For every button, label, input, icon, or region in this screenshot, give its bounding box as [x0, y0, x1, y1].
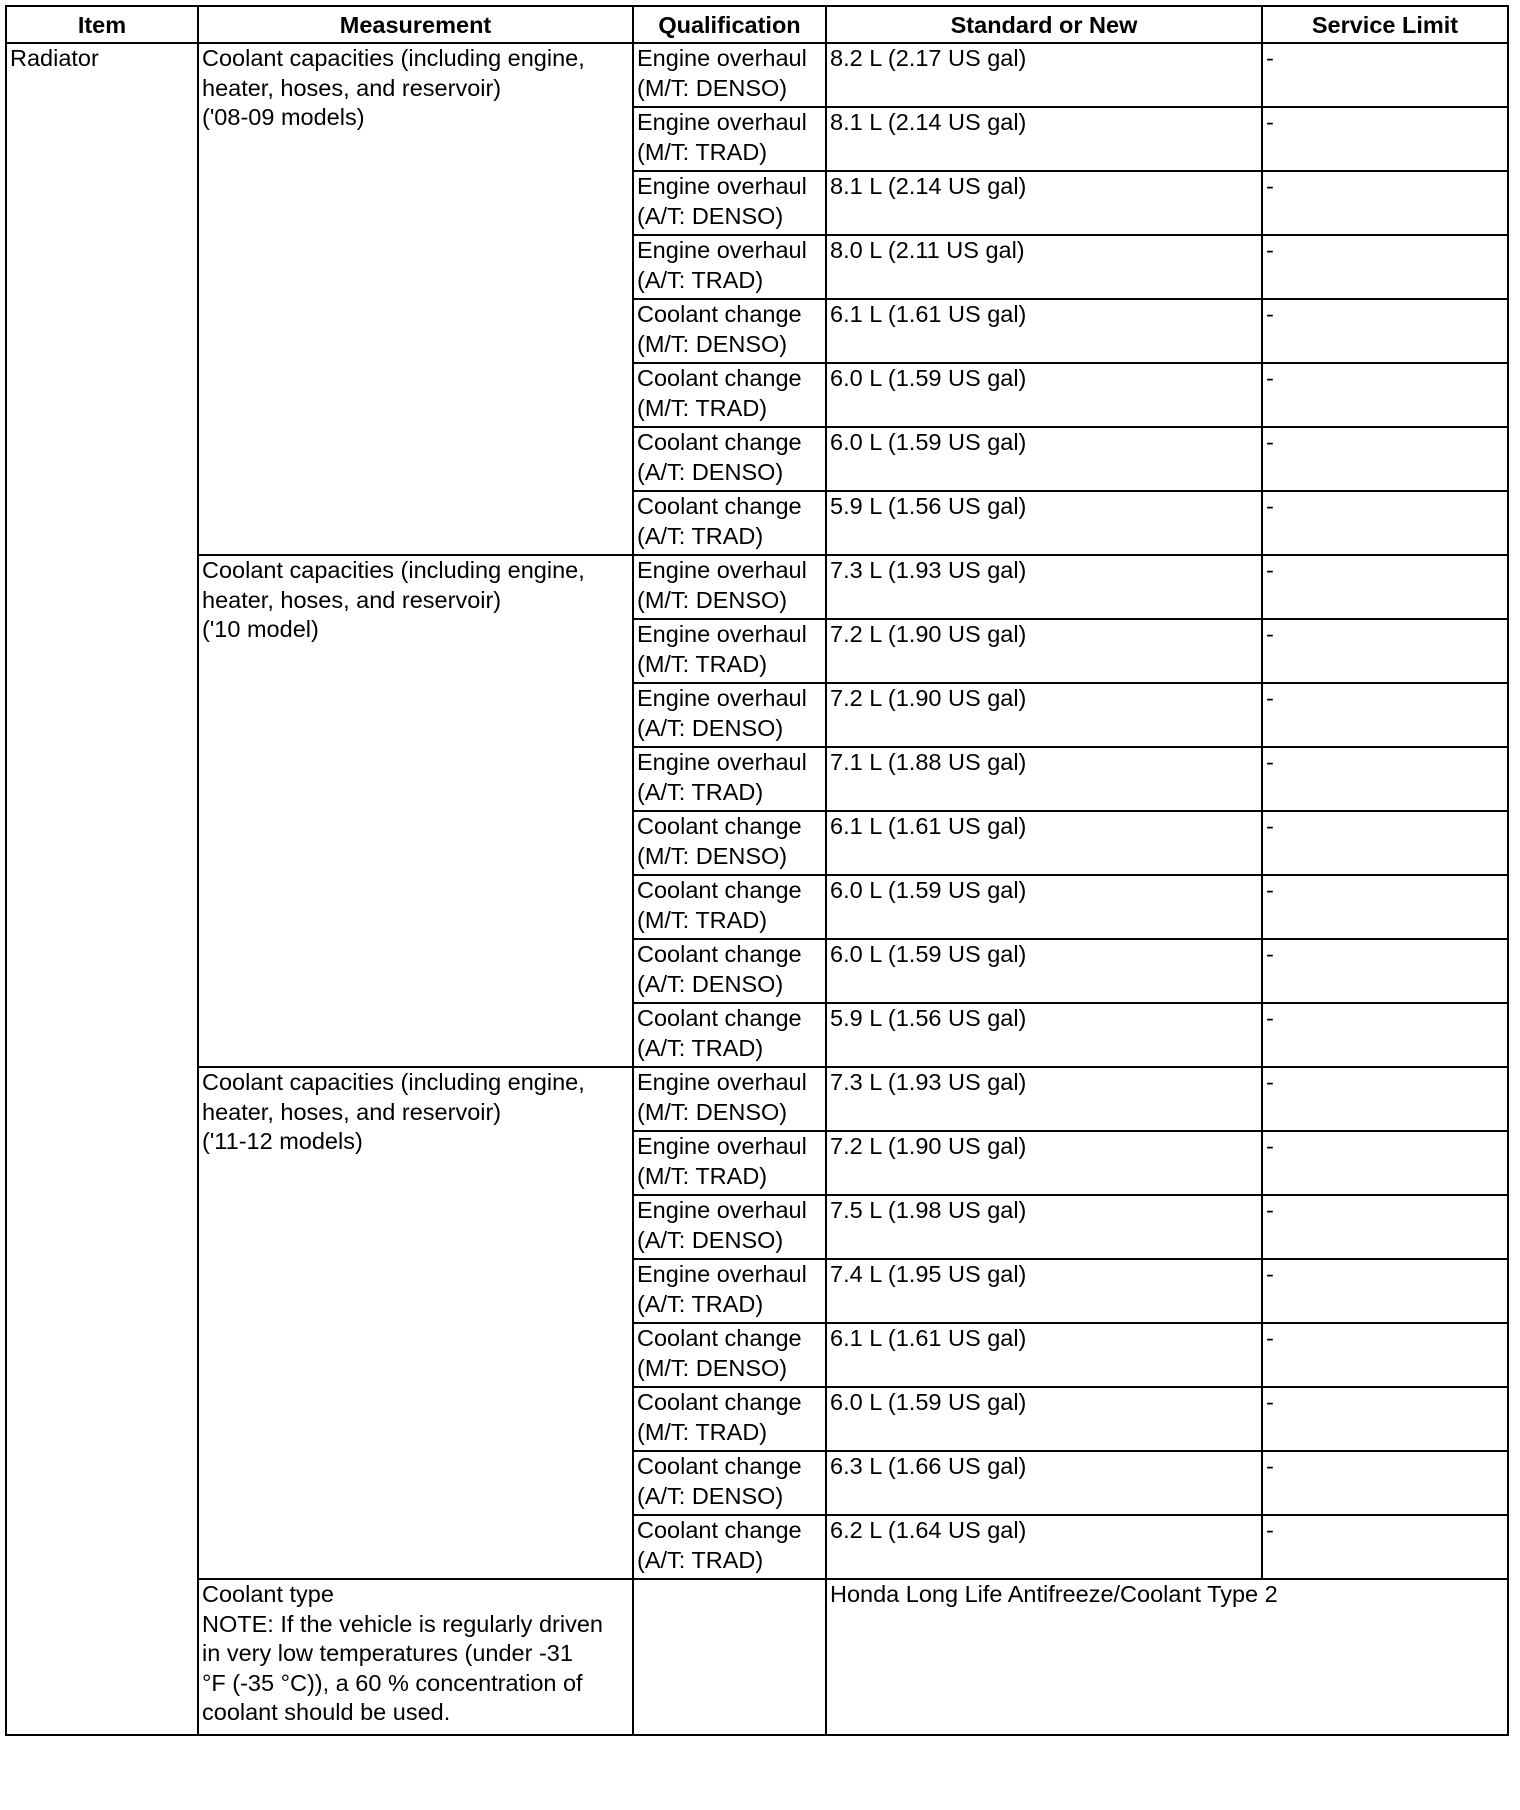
qualification-variant: (M/T: DENSO) — [637, 1098, 788, 1125]
service-limit-cell: - — [1262, 427, 1508, 491]
qualification-type: Coolant change — [637, 877, 802, 903]
service-limit-cell: - — [1262, 1323, 1508, 1387]
qualification-variant: (A/T: TRAD) — [637, 1290, 764, 1317]
qualification-cell — [633, 491, 826, 555]
qualification-cell — [633, 427, 826, 491]
spec-table-body — [6, 43, 1508, 1735]
standard-cell: 8.1 L (2.14 US gal) — [826, 107, 1262, 171]
service-limit-cell: - — [1262, 235, 1508, 299]
qualification-type: Coolant change — [637, 1453, 802, 1479]
service-limit-cell: - — [1262, 875, 1508, 939]
coolant-type-measurement: Coolant type NOTE: If the vehicle is regularly driven in very low temperatures (under -31 °F (-35 °C)), a 60 % concentration of coolant should be used. — [198, 1579, 633, 1735]
standard-cell: 6.0 L (1.59 US gal) — [826, 1387, 1262, 1451]
qualification-variant: (M/T: DENSO) — [637, 1354, 788, 1381]
qualification-variant: (A/T: TRAD) — [637, 778, 764, 805]
qualification-cell — [633, 107, 826, 171]
qualification-cell — [633, 1131, 826, 1195]
qualification-variant: (A/T: DENSO) — [637, 202, 784, 229]
qualification-variant: (M/T: TRAD) — [637, 1418, 768, 1445]
qualification-type: Coolant change — [637, 365, 802, 391]
qualification-type: Engine overhaul — [637, 173, 807, 199]
header-measurement: Measurement — [198, 6, 633, 43]
qualification-variant: (A/T: TRAD) — [637, 522, 764, 549]
table-row — [6, 555, 1508, 619]
qualification-cell — [633, 1195, 826, 1259]
header-service-limit: Service Limit — [1262, 6, 1508, 43]
qualification-cell — [633, 1003, 826, 1067]
measurement-cell: Coolant capacities (including engine, heater, hoses, and reservoir) ('10 model) — [198, 555, 633, 1067]
qualification-type: Engine overhaul — [637, 45, 807, 71]
service-limit-cell: - — [1262, 1515, 1508, 1579]
qualification-cell — [633, 1451, 826, 1515]
standard-cell: 7.3 L (1.93 US gal) — [826, 1067, 1262, 1131]
qualification-type: Engine overhaul — [637, 749, 807, 775]
header-row — [6, 6, 1508, 43]
standard-cell: 6.0 L (1.59 US gal) — [826, 427, 1262, 491]
qualification-cell — [633, 1515, 826, 1579]
qualification-type: Coolant change — [637, 301, 802, 327]
standard-cell: 6.2 L (1.64 US gal) — [826, 1515, 1262, 1579]
service-limit-cell: - — [1262, 43, 1508, 107]
qualification-type: Coolant change — [637, 1517, 802, 1543]
qualification-variant: (A/T: TRAD) — [637, 1034, 764, 1061]
qualification-type: Coolant change — [637, 813, 802, 839]
service-limit-cell: - — [1262, 683, 1508, 747]
standard-cell: 7.2 L (1.90 US gal) — [826, 1131, 1262, 1195]
service-limit-cell: - — [1262, 171, 1508, 235]
qualification-cell — [633, 43, 826, 107]
qualification-cell — [633, 875, 826, 939]
table-row — [6, 43, 1508, 107]
service-limit-cell: - — [1262, 1003, 1508, 1067]
standard-cell: 8.2 L (2.17 US gal) — [826, 43, 1262, 107]
standard-cell: 6.0 L (1.59 US gal) — [826, 939, 1262, 1003]
qualification-type: Engine overhaul — [637, 1133, 807, 1159]
standard-cell: 5.9 L (1.56 US gal) — [826, 1003, 1262, 1067]
standard-cell: 7.2 L (1.90 US gal) — [826, 683, 1262, 747]
service-limit-cell: - — [1262, 1131, 1508, 1195]
service-limit-cell: - — [1262, 555, 1508, 619]
qualification-cell — [633, 811, 826, 875]
coolant-type-standard: Honda Long Life Antifreeze/Coolant Type 2 — [826, 1579, 1508, 1735]
header-qualification: Qualification — [633, 6, 826, 43]
qualification-variant: (M/T: DENSO) — [637, 586, 788, 613]
qualification-variant: (M/T: TRAD) — [637, 1162, 768, 1189]
qualification-type: Engine overhaul — [637, 621, 807, 647]
qualification-type: Engine overhaul — [637, 237, 807, 263]
qualification-type: Coolant change — [637, 493, 802, 519]
service-limit-cell: - — [1262, 811, 1508, 875]
standard-cell: 8.0 L (2.11 US gal) — [826, 235, 1262, 299]
standard-cell: 5.9 L (1.56 US gal) — [826, 491, 1262, 555]
measurement-cell: Coolant capacities (including engine, heater, hoses, and reservoir) ('08-09 models) — [198, 43, 633, 555]
spec-table — [5, 5, 1509, 1736]
standard-cell: 7.1 L (1.88 US gal) — [826, 747, 1262, 811]
qualification-variant: (A/T: TRAD) — [637, 1546, 764, 1573]
service-limit-cell: - — [1262, 939, 1508, 1003]
qualification-cell — [633, 299, 826, 363]
service-limit-cell: - — [1262, 363, 1508, 427]
qualification-type: Engine overhaul — [637, 109, 807, 135]
qualification-type: Coolant change — [637, 429, 802, 455]
service-limit-cell: - — [1262, 1067, 1508, 1131]
header-standard: Standard or New — [826, 6, 1262, 43]
qualification-variant: (M/T: TRAD) — [637, 906, 768, 933]
qualification-cell — [633, 619, 826, 683]
qualification-cell — [633, 1323, 826, 1387]
qualification-type: Engine overhaul — [637, 685, 807, 711]
qualification-cell — [633, 1259, 826, 1323]
service-limit-cell: - — [1262, 1259, 1508, 1323]
service-limit-cell: - — [1262, 1387, 1508, 1451]
standard-cell: 8.1 L (2.14 US gal) — [826, 171, 1262, 235]
item-cell: Radiator — [6, 43, 198, 1735]
standard-cell: 6.1 L (1.61 US gal) — [826, 299, 1262, 363]
standard-cell: 7.3 L (1.93 US gal) — [826, 555, 1262, 619]
qualification-cell — [633, 1387, 826, 1451]
qualification-type: Engine overhaul — [637, 1069, 807, 1095]
standard-cell: 7.4 L (1.95 US gal) — [826, 1259, 1262, 1323]
qualification-variant: (A/T: DENSO) — [637, 458, 784, 485]
qualification-cell — [633, 683, 826, 747]
qualification-type: Coolant change — [637, 1389, 802, 1415]
service-limit-cell: - — [1262, 619, 1508, 683]
coolant-type-row — [6, 1579, 1508, 1735]
qualification-cell — [633, 747, 826, 811]
qualification-variant: (M/T: DENSO) — [637, 74, 788, 101]
table-row — [6, 1067, 1508, 1131]
header-item: Item — [6, 6, 198, 43]
service-limit-cell: - — [1262, 747, 1508, 811]
standard-cell: 6.0 L (1.59 US gal) — [826, 363, 1262, 427]
qualification-variant: (A/T: DENSO) — [637, 970, 784, 997]
service-limit-cell: - — [1262, 1195, 1508, 1259]
qualification-type: Coolant change — [637, 941, 802, 967]
qualification-variant: (M/T: TRAD) — [637, 138, 768, 165]
service-limit-cell: - — [1262, 299, 1508, 363]
qualification-cell — [633, 171, 826, 235]
standard-cell: 6.0 L (1.59 US gal) — [826, 875, 1262, 939]
qualification-cell — [633, 939, 826, 1003]
qualification-variant: (M/T: TRAD) — [637, 394, 768, 421]
measurement-cell: Coolant capacities (including engine, heater, hoses, and reservoir) ('11-12 models) — [198, 1067, 633, 1579]
qualification-type: Engine overhaul — [637, 557, 807, 583]
qualification-variant: (M/T: DENSO) — [637, 842, 788, 869]
qualification-variant: (A/T: DENSO) — [637, 714, 784, 741]
qualification-variant: (A/T: DENSO) — [637, 1482, 784, 1509]
qualification-cell — [633, 1067, 826, 1131]
standard-cell: 7.5 L (1.98 US gal) — [826, 1195, 1262, 1259]
qualification-cell — [633, 235, 826, 299]
qualification-cell — [633, 363, 826, 427]
qualification-variant: (M/T: DENSO) — [637, 330, 788, 357]
service-limit-cell: - — [1262, 491, 1508, 555]
qualification-type: Engine overhaul — [637, 1261, 807, 1287]
standard-cell: 6.3 L (1.66 US gal) — [826, 1451, 1262, 1515]
qualification-cell — [633, 555, 826, 619]
standard-cell: 6.1 L (1.61 US gal) — [826, 811, 1262, 875]
qualification-type: Coolant change — [637, 1325, 802, 1351]
standard-cell: 6.1 L (1.61 US gal) — [826, 1323, 1262, 1387]
qualification-type: Coolant change — [637, 1005, 802, 1031]
standard-cell: 7.2 L (1.90 US gal) — [826, 619, 1262, 683]
coolant-type-qualification — [633, 1579, 826, 1735]
service-limit-cell: - — [1262, 107, 1508, 171]
service-limit-cell: - — [1262, 1451, 1508, 1515]
qualification-variant: (M/T: TRAD) — [637, 650, 768, 677]
qualification-type: Engine overhaul — [637, 1197, 807, 1223]
qualification-variant: (A/T: DENSO) — [637, 1226, 784, 1253]
qualification-variant: (A/T: TRAD) — [637, 266, 764, 293]
